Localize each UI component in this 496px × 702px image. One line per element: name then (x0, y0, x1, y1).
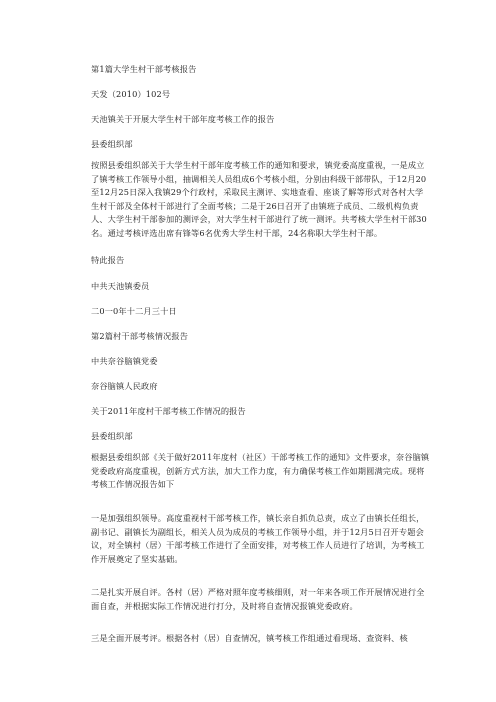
doc-title-2: 第2篇村干部考核情况报告 (91, 331, 189, 341)
paragraph-3: 一是加强组织领导。高度重视村干部考核工作，镇长亲自抓负总责，成立了由镇长任组长，副书记、副镇长为副组长，相关人员为成员的考核工作领导小组，并于12月5日召开专题会议，对全镇村（居）干部考核工作进行了全面安排，对考核工作人员进行了培训，为考核工作开展奠定了坚实基础。 (91, 513, 425, 564)
report-title-2: 关于2011年度村干部考核工作情况的报告 (91, 406, 246, 416)
paragraph-2: 根据县委组织部《关于做好2011年度村（社区）干部考核工作的通知》文件要求，奈谷脑镇党委政府高度重视，创新方式方法，加大工作力度，有力确保考核工作如期圆满完成。现将考核工作情况报告如下 (91, 452, 430, 489)
doc-title-1: 第1篇大学生村干部考核报告 (91, 64, 197, 74)
date-1: 二0一0年十二月三十日 (91, 306, 177, 316)
paragraph-1: 按照县委组织部关于大学生村干部年度考核工作的通知和要求，镇党委高度重视，一是成立了镇考核工作领导小组，抽调相关人员组成6个考核小组，分别由科级干部带队，于12月20至12月25日深入我镇29个行政村，采取民主测评、实地查看、座谈了解等形式对各村大学生村干部及全体村干部进行了全面考核；二是于26日召开了由镇班子成员、二级机构负责人、大学生村干部参加的测评会，对大学生村干部进行了统一测评。共考核大学生村干部30名。通过考核评选出席有锋等6名优秀大学生村干部，24名称职大学生村干部。 (91, 160, 427, 238)
doc-number: 天发（2010）102号 (91, 89, 171, 99)
paragraph-4: 二是扎实开展自评。各村（居）严格对照年度考核细则，对一年来各项工作开展情况进行全面自查，并根据实际工作情况进行打分，及时将自查情况报镇党委政府。 (91, 587, 425, 611)
recipient-2: 县委组织部 (91, 431, 133, 441)
paragraph-5: 三是全面开展考评。根据各村（居）自查情况，镇考核工作组通过看现场、查资料、核 (91, 633, 408, 643)
issuer-government: 奈谷脑镇人民政府 (91, 381, 158, 391)
report-title-1: 天池镇关于开展大学生村干部年度考核工作的报告 (91, 114, 275, 124)
signatory-1: 中共天池镇委员 (91, 281, 150, 291)
closing-1: 特此报告 (91, 255, 125, 265)
recipient-1: 县委组织部 (91, 139, 133, 149)
issuer-party: 中共奈谷脑镇党委 (91, 356, 158, 366)
